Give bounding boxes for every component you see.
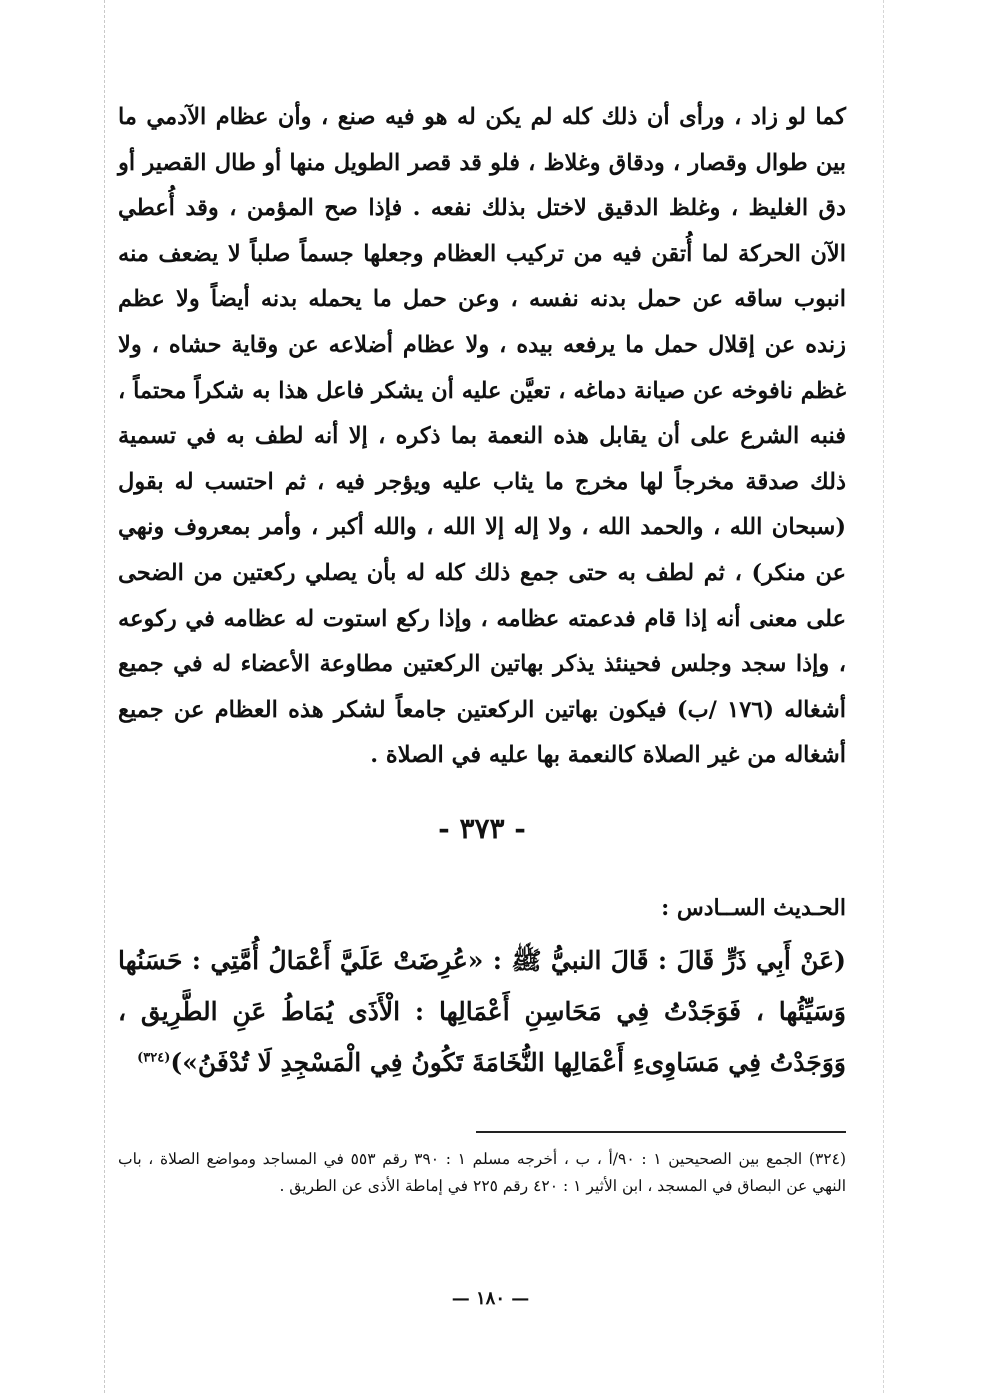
footnote-reference: (٣٢٤) — [137, 1050, 171, 1066]
hadith-body: (عَنْ أَبِي ذَرٍّ قَالَ : قَالَ النبيُّ ﷺ : «عُرِضَتْ عَلَيَّ أَعْمَالُ أُمَّتِي : حَسَنُها وَسَيِّئُها ، فَوَجَدْتُ فِي مَحَاسِنِ أَعْمَالِها : الْأَذَى يُمَاطُ عَنِ الطَّرِيق ، وَوَجَدْتُ فِي مَسَاوِىءِ أَعْمَالِها النُّخَامَةَ تَكُونُ فِي الْمَسْجِدِ لَا تُدْفَنُ») — [118, 945, 846, 1077]
footnote-divider — [476, 1131, 846, 1133]
footnote: (٣٢٤) الجمع بين الصحيحين ١ : ٩٠/أ ، ب ، أخرجه مسلم ١ : ٣٩٠ رقم ٥٥٣ في المساجد ومواضع الصلاة ، باب النهي عن البصاق في المسجد ، ابن الأثير ١ : ٤٢٠ رقم ٢٢٥ في إماطة الأذى عن الطريق . — [118, 1150, 846, 1195]
scan-edge-right — [883, 0, 884, 1393]
section-number: - ٣٧٣ - — [438, 811, 526, 845]
scan-edge-left — [104, 0, 105, 1393]
page-number: — ١٨٠ — — [451, 1288, 530, 1309]
hadith-heading: الحـديث الســادس : — [661, 894, 846, 921]
page-content — [118, 95, 846, 1088]
body-paragraph: كما لو زاد ، ورأى أن ذلك كله لم يكن له هو فيه صنع ، وأن عظام الآدمي ما بين طوال وقصار ، ودقاق وغلاظ ، فلو قد قصر الطويل منها أو طال القصير أو دق الغليظ ، وغلظ الدقيق لاختل بذلك نفعه . فإذا صح المؤمن ، وقد أُعطي الآن الحركة لما أُتقن فيه من تركيب العظام وجعلها جسماً صلباً لا يضعف منه انبوب ساقه عن حمل بدنه نفسه ، وعن حمل ما يحمله بدنه أيضاً ولا عظم زنده عن إقلال حمل ما يرفعه بيده ، ولا عظام أضلاعه عن وقاية حشاه ، ولا غظم نافوخه عن صيانة دماغه ، تعيَّن عليه أن يشكر فاعل هذا به شكراً محتماً ، فنبه الشرع على أن يقابل هذه النعمة بما ذكره ، إلا أنه لطف به في تسمية ذلك صدقة مخرجاً لها مخرج ما يثاب عليه ويؤجر فيه ، ثم احتسب له بقول (سبحان الله ، والحمد الله ، ولا إله إلا الله ، والله أكبر ، وأمر بمعروف ونهي عن منكر) ، ثم لطف به حتى جمع ذلك كله له بأن يصلي ركعتين من الضحى على معنى أنه إذا قام فدعمته عظامه ، وإذا ركع استوت له عظامه في ركوعه ، وإذا سجد وجلس فحينئذ يذكر بهاتين الركعتين مطاوعة الأعضاء له في جميع أشغاله (١٧٦ /ب) فيكون بهاتين الركعتين جامعاً لشكر هذه العظام عن جميع أشغاله من غير الصلاة كالنعمة بها عليه في الصلاة . — [118, 104, 846, 769]
hadith-text — [118, 935, 846, 1088]
